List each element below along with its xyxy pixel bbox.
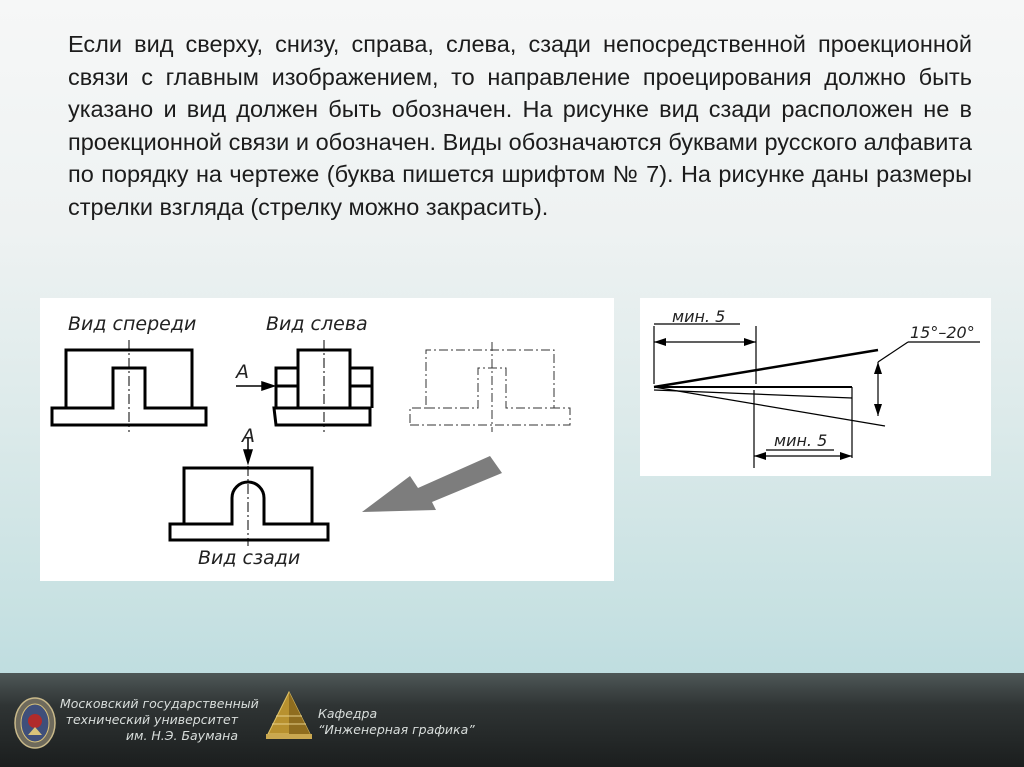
- department-line: Кафедра: [318, 706, 378, 721]
- arrow-letter-top: А: [242, 425, 255, 447]
- department-line: “Инженерная графика”: [318, 722, 475, 737]
- university-line: им. Н.Э. Баумана: [125, 728, 238, 743]
- main-paragraph: Если вид сверху, снизу, справа, слева, сзади непосредственной проекционной связи с главным изображением, то направление проецирования должно быть указано и вид должен быть обозначен. На рисунке вид сзади расположен не в проекционной связи и обозначен. Виды обозначаются буквами русского алфавита по порядку на чертеже (буква пишется шрифтом № 7). На рисунке даны размеры стрелки взгляда (стрелку можно закрасить).: [68, 31, 972, 220]
- university-line: технический университет: [65, 712, 238, 727]
- arrow-dimensions-drawing: [640, 298, 991, 476]
- university-emblem-icon: [14, 697, 56, 749]
- department-logo-icon: [264, 690, 314, 742]
- university-name: [60, 696, 259, 744]
- angle-label: 15°–20°: [910, 323, 975, 342]
- department-name: [318, 706, 475, 738]
- dimension-arrowheads: [654, 338, 882, 460]
- grey-direction-arrow: [362, 456, 502, 512]
- back-view-label: Вид сзади: [198, 547, 301, 569]
- phantom-view-drawing: [410, 342, 570, 432]
- university-line: Московский государственный: [60, 696, 259, 711]
- arrow-dimensions-panel: [640, 298, 991, 476]
- views-drawing: [40, 298, 614, 581]
- view-arrow-side: [236, 382, 274, 390]
- left-view-drawing: [274, 340, 372, 432]
- front-view-label: Вид спереди: [68, 313, 197, 335]
- front-view-drawing: [52, 340, 206, 432]
- arrow-letter-side: А: [236, 361, 249, 383]
- views-figure-panel: [40, 298, 614, 581]
- back-view-drawing: [170, 466, 328, 546]
- min-top-label: мин. 5: [672, 307, 726, 326]
- min-bottom-label: мин. 5: [774, 431, 828, 450]
- left-view-label: Вид слева: [266, 313, 368, 335]
